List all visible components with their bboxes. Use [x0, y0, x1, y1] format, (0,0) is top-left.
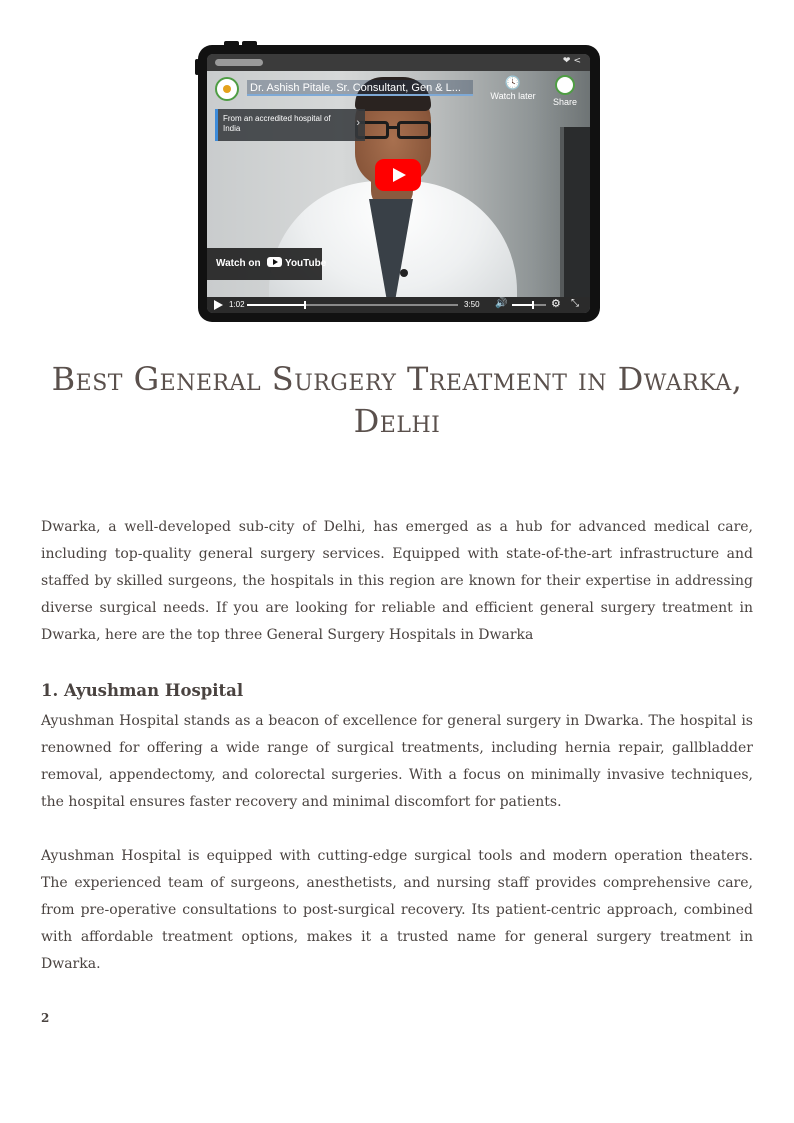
current-time: 1:02	[229, 300, 245, 309]
watch-later-label: Watch later	[490, 91, 536, 101]
watch-on-label: Watch on	[216, 258, 261, 269]
address-pill	[215, 59, 263, 66]
info-card[interactable]	[215, 109, 365, 141]
section-paragraph: Ayushman Hospital stands as a beacon of excellence for general surgery in Dwarka. The hospital is renowned for offering a wide range of surgical treatments, including hernia repair, gallbladder removal, appendectomy, and colorectal surgeries. With a focus on minimally invasive techniques, the hospital ensures faster recovery and minimal discomfort for patients.	[41, 713, 753, 810]
share-label: Share	[552, 97, 578, 107]
youtube-logo-icon	[267, 257, 282, 267]
share-channel-icon	[555, 75, 575, 95]
tablet-frame	[198, 45, 600, 322]
video-title[interactable]: Dr. Ashish Pitale, Sr. Consultant, Gen & L...	[247, 80, 473, 96]
volume-thumb[interactable]	[532, 301, 534, 309]
clock-icon: 🕓	[504, 75, 522, 90]
video-title-bar	[213, 75, 583, 107]
fullscreen-icon[interactable]: ⤡	[571, 298, 579, 309]
youtube-label: YouTube	[285, 258, 327, 269]
share-button[interactable]	[543, 75, 587, 107]
lapel-mic	[400, 269, 408, 277]
play-icon[interactable]	[375, 159, 421, 191]
section-heading: 1. Ayushman Hospital	[41, 681, 244, 700]
page-title: Best General Surgery Treatment in Dwarka, Delhi	[51, 360, 743, 440]
door	[564, 127, 590, 297]
progress-bar[interactable]	[247, 304, 458, 306]
tablet-screen	[207, 54, 590, 313]
volume-fill	[512, 304, 532, 306]
heart-share-icons: ❤<	[562, 56, 584, 66]
intro-paragraph: Dwarka, a well-developed sub-city of Delhi, has emerged as a hub for advanced medical care, including top-quality general surgery services. Equipped with state-of-the-art infrastructure and staffed by skilled surgeons, the hospitals in this region are known for their expertise in addressing diverse surgical needs. If you are looking for reliable and efficient general surgery treatment in Dwarka, here are the top three General Surgery Hospitals in Dwarka	[41, 519, 753, 643]
video-controls	[207, 297, 590, 313]
watch-on-youtube-button[interactable]	[207, 248, 327, 280]
page-number: 2	[41, 1011, 50, 1025]
volume-slider[interactable]	[512, 304, 546, 306]
channel-logo-icon[interactable]	[215, 77, 239, 101]
tablet-status-bar	[207, 54, 590, 71]
section-paragraph: Ayushman Hospital is equipped with cutting-edge surgical tools and modern operation theaters. The experienced team of surgeons, anesthetists, and nursing staff provides comprehensive care, from pre-operative consultations to post-surgical recovery. Its patient-centric approach, combined with affordable treatment options, makes it a trusted name for general surgery treatment in Dwarka.	[41, 848, 753, 972]
gear-icon[interactable]: ⚙	[551, 298, 561, 310]
watch-later-button[interactable]	[485, 75, 541, 101]
play-control-icon[interactable]	[214, 300, 223, 310]
progress-thumb[interactable]	[304, 301, 306, 309]
tablet-button	[242, 41, 257, 47]
embedded-video[interactable]	[207, 71, 590, 297]
progress-fill	[247, 304, 304, 306]
volume-icon[interactable]: 🔊	[495, 298, 508, 309]
tablet-button	[224, 41, 239, 47]
duration: 3:50	[464, 300, 480, 309]
tablet-side-button	[195, 59, 199, 75]
chevron-right-icon: ›	[356, 117, 360, 129]
info-card-text: From an accredited hospital of India	[223, 114, 331, 133]
